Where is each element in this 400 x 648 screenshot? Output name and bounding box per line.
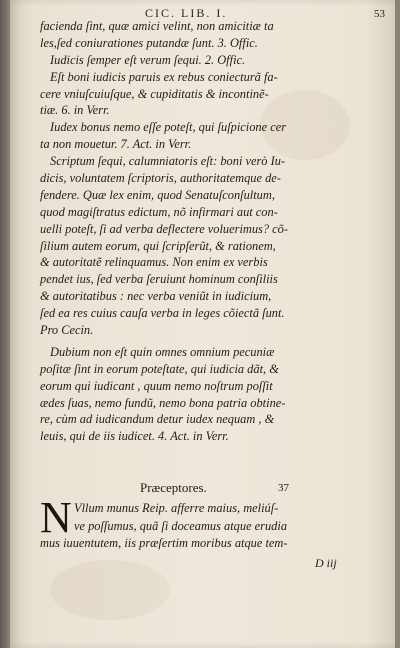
text-line: ædes ſuas, nemo fundũ, nemo bona patria obtine-: [40, 395, 286, 410]
signature-mark: D iij: [315, 556, 337, 570]
text-line: fendere. Quæ lex enim, quod Senatuſconſultum,: [40, 187, 275, 202]
text-line: re, cùm ad iudicandum detur iudex nequam , &: [40, 412, 275, 427]
main-text-block: [40, 18, 375, 445]
text-line: ſed ea res cuius cauſa verba in leges cõiectã ſunt.: [40, 306, 285, 321]
text-line: Scriptum ſequi, calumniatoris eſt: boni verò Iu-: [50, 154, 286, 169]
section-number: 37: [278, 482, 289, 494]
text-line: pendet ius, ſed verba ſeruiunt hominum conſiliis: [40, 272, 278, 287]
text-line: ſilium autem eorum, qui ſcripſerũt, & rationem,: [40, 238, 276, 253]
text-line: dicis, voluntatem ſcriptoris, authoritatemque de-: [40, 171, 281, 186]
text-line: Iudicis ſemper eſt verum ſequi. 2. Offic.: [50, 52, 246, 67]
section-title: Præceptores.: [140, 480, 207, 495]
text-line: & autoritatẽ relinquamus. Non enim ex verbis: [40, 255, 268, 270]
text-line: Pro Cecin.: [40, 323, 94, 338]
text-line: tiæ. 6. in Verr.: [40, 103, 110, 118]
text-line: Vllum munus Reip. afferre maius, meliúſ-: [74, 501, 279, 515]
text-line: & autoritatibus : nec verba veniũt in iudicium,: [40, 289, 272, 304]
book-page: [10, 0, 395, 648]
text-line: poſitæ ſint in eorum poteſtate, qui iudicia dãt, &: [40, 361, 279, 376]
text-line: eorum qui iudicant , quum nemo noſtrum poſſit: [40, 378, 273, 393]
text-line: les,ſed coniurationes putandæ ſunt. 3. Offic.: [40, 35, 258, 50]
text-line: Iudex bonus nemo eſſe poteſt, qui ſuſpicione cer: [50, 120, 287, 135]
drop-capital: N: [40, 493, 72, 542]
text-line: leuis, qui de iis iudicet. 4. Act. in Verr.: [40, 429, 229, 444]
paper-stain: [50, 560, 170, 620]
text-line: ta non mouetur. 7. Act. in Verr.: [40, 137, 192, 152]
text-line: uelli poteſt, ſi ad verba deflectere voluerimus? cõ-: [40, 221, 288, 236]
text-line: facienda ſint, quæ amici velint, non amicitiæ ta: [40, 19, 274, 33]
running-title: CIC. LIB. I.: [145, 6, 228, 20]
text-line: quod magiſtratus edictum, nõ infirmari aut con-: [40, 204, 278, 219]
folio-number: 53: [374, 8, 385, 20]
book-gutter: [0, 0, 10, 648]
text-line: Eſt boni iudicis paruis ex rebus coniecturã fa-: [50, 69, 278, 84]
text-line: cere vniuſcuiuſque, & cupiditatis & incontinẽ-: [40, 86, 269, 101]
text-line: mus iuuentutem, iis præſertim moribus atque tem-: [40, 536, 288, 550]
section-text-block: [40, 493, 380, 553]
text-line: Dubium non eſt quin omnes omnium pecuniæ: [50, 344, 275, 359]
text-line: ve poſſumus, quã ſi doceamus atque erudia: [74, 518, 288, 533]
